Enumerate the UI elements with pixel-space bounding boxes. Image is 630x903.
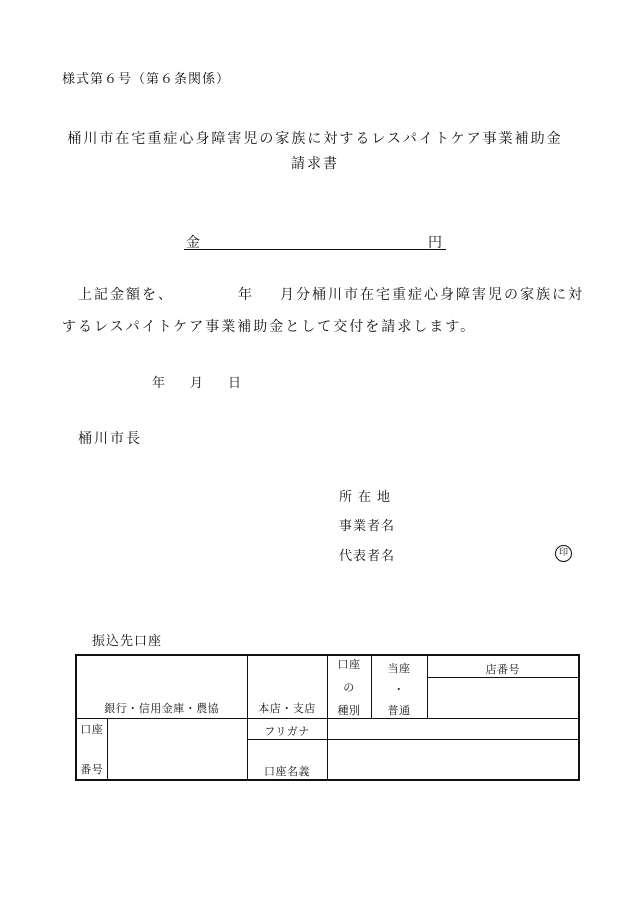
account-number-label-1: 口座 (80, 723, 104, 736)
account-holder-field[interactable] (327, 740, 579, 780)
bank-name-label: 銀行・信用金庫・農協 (104, 702, 220, 715)
account-holder-label: 口座名義 (247, 740, 327, 780)
furigana-field[interactable] (327, 719, 579, 740)
addressee: 桶川市長 (78, 431, 142, 447)
document-title: 桶川市在宅重症心身障害児の家族に対するレスパイトケア事業補助金 (67, 131, 563, 147)
business-name-label: 事業者名 (339, 519, 396, 534)
address-label: 所在地 (339, 490, 397, 505)
branch-label: 本店・支店 (258, 702, 316, 715)
seal-mark: 印 (555, 545, 572, 562)
date-month-label: 月 (190, 376, 205, 391)
account-type-label-2: の (343, 681, 355, 694)
request-text-line2: するレスパイトケア事業補助金として交付を請求します。 (62, 319, 477, 335)
date-line (152, 372, 242, 391)
account-number-field[interactable] (107, 719, 247, 781)
document-subtitle: 請求書 (291, 156, 339, 172)
amount-yen-label: 円 (428, 235, 444, 251)
account-number-label-2: 番号 (80, 763, 104, 776)
option-separator: ・ (393, 683, 405, 696)
date-year-label: 年 (152, 376, 167, 391)
bank-name-cell[interactable] (76, 655, 247, 719)
date-day-label: 日 (228, 376, 243, 391)
furigana-label: フリガナ (247, 719, 327, 740)
bank-account-table (75, 654, 580, 781)
account-type-label-3: 種別 (337, 704, 361, 717)
branch-number-field[interactable] (427, 678, 579, 719)
option-touza[interactable]: 当座 (387, 662, 411, 675)
amount-kin-label: 金 (186, 235, 202, 251)
account-number-label-cell (76, 719, 107, 781)
request-text-part2: 月分桶川市在宅重症心身障害児の家族に対 (280, 287, 584, 303)
account-type-label-1: 口座 (337, 658, 361, 671)
request-text-line1 (78, 284, 584, 304)
bank-account-heading: 振込先口座 (92, 634, 163, 649)
account-type-options-cell[interactable] (371, 655, 427, 719)
representative-label: 代表者名 (339, 549, 396, 564)
option-futsuu[interactable]: 普通 (387, 704, 411, 717)
amount-line[interactable] (184, 232, 446, 250)
branch-cell[interactable] (247, 655, 327, 719)
request-text-part1: 上記金額を、 (78, 287, 174, 303)
branch-number-header: 店番号 (427, 655, 579, 678)
request-year-label: 年 (238, 287, 254, 303)
account-type-label-cell (327, 655, 371, 719)
form-number: 様式第６号（第６条関係） (62, 72, 231, 87)
